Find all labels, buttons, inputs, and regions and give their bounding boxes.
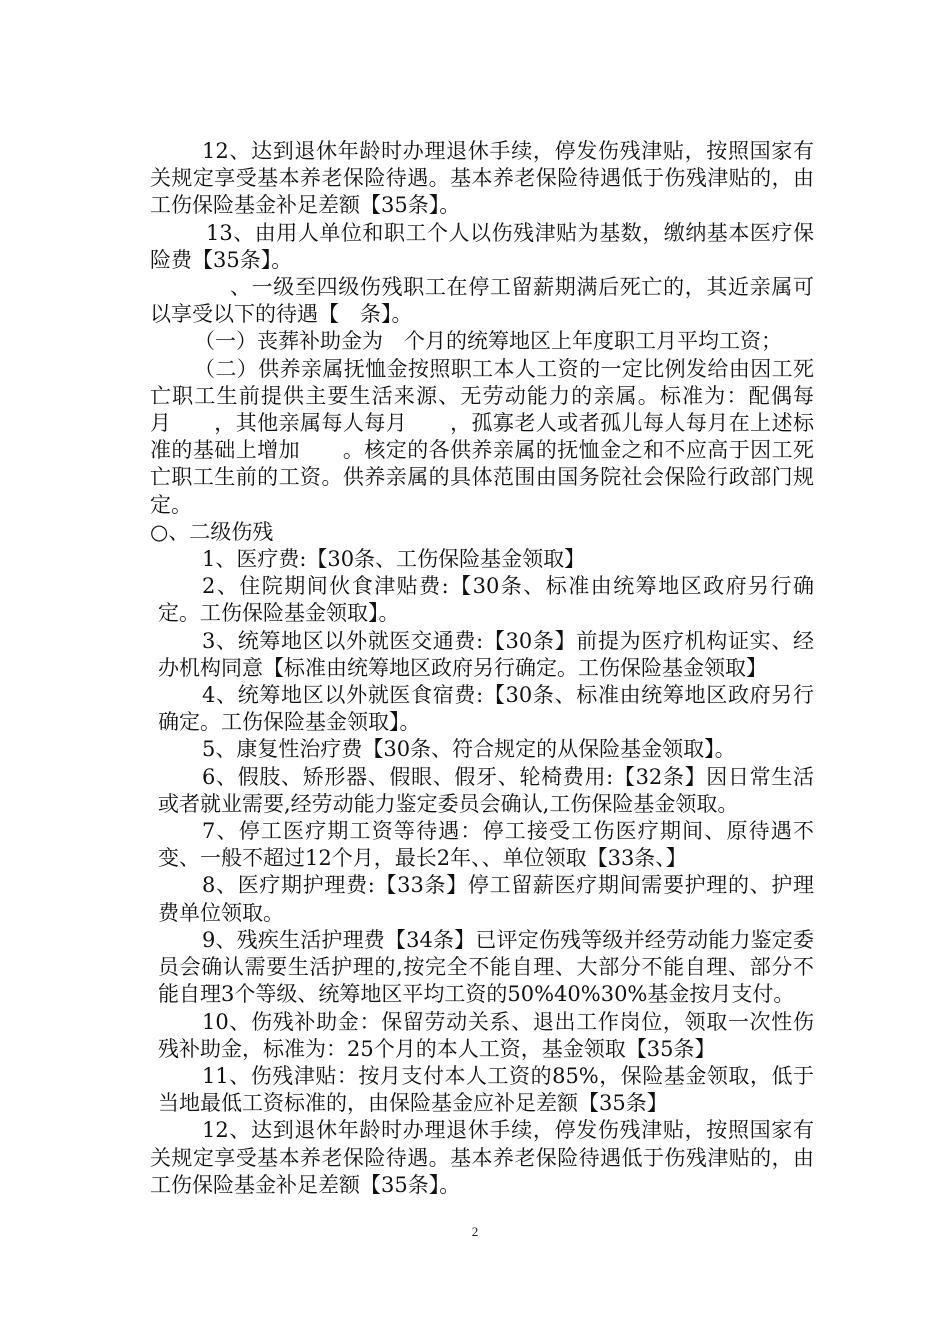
paragraph-death-benefits: 、一级至四级伤残职工在停工留薪期满后死亡的，其近亲属可以享受以下的待遇【 条】。 xyxy=(150,275,814,327)
paragraph-dependent-pension: （二）供养亲属抚恤金按照职工本人工资的一定比例发给由因工死亡职工生前提供主要生活来源、无劳动能力的亲属。标准为：配偶每月 ，其他亲属每人每月 ，孤寡老人或者孤儿每人每月在上述标准的基础上增加 。核定的各供养亲属的抚恤金之和不应高于因工死亡职工生前的工资。供养亲属的具体范围由国务院社会保险行政部门规定。 xyxy=(150,356,814,517)
section-heading-level-2: ○、二级伤残 xyxy=(150,519,274,544)
list-item: 1、医疗费:【30条、工伤保险基金领取】 xyxy=(202,547,586,572)
list-item: 10、伤残补助金：保留劳动关系、退出工作岗位，领取一次性伤残补助金，标准为：25个月的本人工资，基金领取【35条】 xyxy=(158,1009,814,1061)
list-item: 9、残疾生活护理费【34条】已评定伤残等级并经劳动能力鉴定委员会确认需要生活护理的,按完全不能自理、大部分不能自理、部分不能自理3个等级、统筹地区平均工资的50%40%30%基金按月支付。 xyxy=(158,927,814,1007)
list-item: 11、伤残津贴：按月支付本人工资的85%，保险基金领取，低于当地最低工资标准的，由保险基金应补足差额【35条】 xyxy=(158,1063,814,1116)
list-item: 4、统筹地区以外就医食宿费:【30条、标准由统筹地区政府另行确定。工伤保险基金领取】。 xyxy=(158,683,814,735)
paragraph-funeral-subsidy: （一）丧葬补助金为 个月的统筹地区上年度职工月平均工资； xyxy=(194,329,782,354)
list-item: 2、住院期间伙食津贴费:【30条、标准由统筹地区政府另行确定。工伤保险基金领取】。 xyxy=(158,574,814,626)
list-item: 5、康复性治疗费【30条、符合规定的从保险基金领取】。 xyxy=(202,737,736,762)
document-body xyxy=(150,138,814,1199)
list-item: 7、停工医疗期工资等待遇：停工接受工伤医疗期间、原待遇不变、一般不超过12个月，最长2年、、单位领取【33条、】 xyxy=(158,819,814,871)
paragraph-medical-insurance: 13、由用人单位和职工个人以伤残津贴为基数，缴纳基本医疗保险费【35条】。 xyxy=(150,220,814,272)
page-number: 2 xyxy=(471,1224,479,1239)
list-item: 3、统筹地区以外就医交通费:【30条】前提为医疗机构证实、经办机构同意【标准由统筹地区政府另行确定。工伤保险基金领取】 xyxy=(158,628,814,680)
list-item: 6、假肢、矫形器、假眼、假牙、轮椅费用:【32条】因日常生活或者就业需要,经劳动能力鉴定委员会确认,工伤保险基金领取。 xyxy=(158,764,814,816)
paragraph-retirement: 12、达到退休年龄时办理退休手续，停发伤残津贴，按照国家有关规定享受基本养老保险待遇。基本养老保险待遇低于伤残津贴的，由工伤保险基金补足差额【35条】。 xyxy=(150,139,814,218)
list-item: 8、医疗期护理费:【33条】停工留薪医疗期间需要护理的、护理费单位领取。 xyxy=(158,873,814,925)
list-item: 12、达到退休年龄时办理退休手续，停发伤残津贴，按照国家有关规定享受基本养老保险待遇。基本养老保险待遇低于伤残津贴的，由工伤保险基金补足差额【35条】。 xyxy=(150,1118,814,1197)
